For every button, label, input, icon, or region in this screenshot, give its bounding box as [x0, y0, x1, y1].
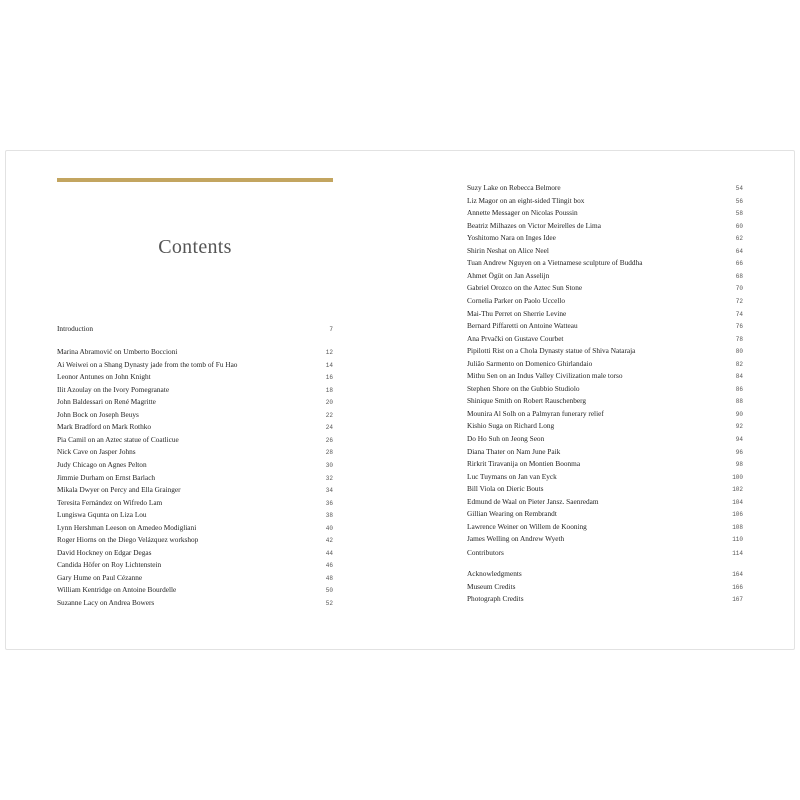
toc-entry-page: 56 — [735, 197, 743, 205]
toc-entry — [57, 521, 333, 534]
toc-entry-label: Photograph Credits — [467, 594, 524, 603]
toc-entry-page: 102 — [732, 486, 743, 494]
toc-entry-page: 72 — [735, 297, 743, 305]
toc-entry-label: Jimmie Durham on Ernst Barlach — [57, 472, 156, 482]
toc-entry-page: 96 — [735, 448, 743, 456]
toc-entry-page: 52 — [325, 600, 333, 607]
toc-entry-label: Pia Camil on an Aztec statue of Coatlicue — [57, 434, 179, 444]
toc-entry-label: John Bock on Joseph Beuys — [57, 409, 139, 419]
toc-entry — [467, 344, 743, 357]
toc-entry-label: Introduction — [57, 324, 94, 333]
toc-entry-label: Judy Chicago on Agnes Pelton — [57, 459, 147, 469]
toc-entry — [467, 357, 743, 370]
toc-entry-label: Gabriel Orozco on the Aztec Sun Stone — [467, 283, 583, 293]
toc-entry — [57, 420, 333, 433]
toc-entry — [467, 457, 743, 470]
toc-entry — [57, 345, 333, 358]
toc-entry-label: Teresita Fernández on Wifredo Lam — [57, 497, 163, 507]
toc-entry-label: Lynn Hershman Leeson on Amedeo Modigliani — [57, 522, 197, 532]
toc-entry-label: Edmund de Waal on Pieter Jansz. Saenredam — [467, 496, 599, 506]
toc-entry — [467, 580, 743, 593]
toc-entry-label: Tuan Andrew Nguyen on a Vietnamese sculpture of Buddha — [467, 258, 643, 268]
toc-entry-page: 60 — [735, 222, 743, 230]
toc-entry-page: 42 — [325, 537, 333, 545]
toc-entry-label: Stephen Shore on the Gubbio Studiolo — [467, 383, 580, 393]
toc-entry-page: 70 — [735, 285, 743, 293]
toc-entry — [467, 319, 743, 332]
toc-entry-label: Ana Prvački on Gustave Courbet — [467, 333, 564, 343]
toc-entry — [467, 419, 743, 432]
toc-entry-label: Liz Magor on an eight-sided Tlingit box — [467, 195, 585, 205]
toc-entry-label: Bill Viola on Dieric Bouts — [467, 484, 544, 494]
toc-entry-label: Mithu Sen on an Indus Valley Civilization male torso — [467, 371, 623, 381]
toc-entry — [467, 181, 743, 194]
toc-entry-page: 30 — [325, 461, 333, 469]
toc-entry-page: 22 — [325, 411, 333, 419]
toc-entry-label: Gillian Wearing on Rembrandt — [467, 509, 557, 519]
toc-entry — [467, 394, 743, 407]
toc-entry — [467, 194, 743, 207]
toc-entry-label: Marina Abramović on Umberto Boccioni — [57, 347, 178, 356]
toc-entry — [467, 495, 743, 508]
toc-entry — [57, 408, 333, 421]
toc-entry-page: 14 — [325, 361, 333, 369]
toc-entry — [467, 219, 743, 232]
toc-entry — [467, 532, 743, 545]
toc-entry — [467, 256, 743, 269]
toc-entry — [467, 332, 743, 345]
toc-entry-page: 104 — [732, 498, 743, 506]
toc-entry-label: Diana Thater on Nam June Paik — [467, 446, 561, 456]
toc-entry-label: Ahmet Ögüt on Jan Asselijn — [467, 270, 550, 280]
toc-entry-page: 86 — [735, 385, 743, 393]
toc-entry-page: 90 — [735, 410, 743, 418]
toc-entry — [57, 458, 333, 471]
toc-entry-page: 78 — [735, 335, 743, 343]
toc-entry — [57, 433, 333, 446]
toc-entry-label: Candida Höfer on Roy Lichtenstein — [57, 560, 162, 570]
toc-entry-page: 62 — [735, 235, 743, 243]
toc-entry-label: Rirkrit Tiravanija on Montien Boonma — [467, 459, 581, 469]
toc-entry-label: Museum Credits — [467, 581, 516, 591]
toc-entry-page: 64 — [735, 247, 743, 255]
toc-entry — [57, 383, 333, 396]
toc-entry-label: Shinique Smith on Robert Rauschenberg — [467, 396, 587, 406]
toc-entry — [57, 322, 333, 335]
toc-entry-label: Gary Hume on Paul Cézanne — [57, 572, 143, 582]
toc-entry-label: Nick Cave on Jasper Johns — [57, 447, 136, 457]
toc-entry-label: Mikala Dwyer on Percy and Ella Grainger — [57, 485, 181, 495]
toc-entry-page: 36 — [325, 499, 333, 507]
toc-entry — [57, 358, 333, 371]
toc-entry-page: 108 — [732, 523, 743, 531]
toc-entry-label: Kishio Suga on Richard Long — [467, 421, 555, 431]
toc-entry-label: Shirin Neshat on Alice Neel — [467, 245, 549, 255]
toc-entry — [467, 470, 743, 483]
toc-entry-label: Acknowledgments — [467, 569, 522, 578]
toc-entry — [467, 445, 743, 458]
toc-entry — [57, 483, 333, 496]
toc-entry — [57, 558, 333, 571]
toc-entry-label: Ilit Azoulay on the Ivory Pomegranate — [57, 384, 170, 394]
toc-entry — [467, 294, 743, 307]
toc-entry-label: Mounira Al Solh on a Palmyran funerary relief — [467, 408, 604, 418]
toc-entry-label: Ai Weiwei on a Shang Dynasty jade from the tomb of Fu Hao — [57, 359, 238, 369]
toc-entry-label: Mark Bradford on Mark Rothko — [57, 422, 152, 432]
toc-entry-page: 98 — [735, 461, 743, 469]
toc-entry-page: 76 — [735, 323, 743, 331]
toc-entry-page: 167 — [732, 596, 743, 603]
toc-entry — [467, 507, 743, 520]
toc-entry-page: 40 — [325, 524, 333, 532]
toc-entry-label: Mai-Thu Perret on Sherrie Levine — [467, 308, 567, 318]
toc-entry-page: 106 — [732, 511, 743, 519]
toc-entry — [57, 546, 333, 559]
toc-entry-label: Leonor Antunes on John Knight — [57, 372, 151, 382]
toc-entry — [467, 482, 743, 495]
toc-entry-page: 110 — [732, 536, 743, 544]
toc-entry-label: Do Ho Suh on Jeong Seon — [467, 434, 545, 443]
toc-entry-label: Beatriz Milhazes on Victor Meirelles de Lima — [467, 220, 601, 230]
toc-entry-page: 74 — [735, 310, 743, 318]
toc-entry-page: 50 — [325, 587, 333, 595]
toc-entry-page: 34 — [325, 487, 333, 495]
toc-entry-label: David Hockney on Edgar Degas — [57, 547, 152, 557]
toc-entry — [467, 206, 743, 219]
toc-entry-page: 114 — [732, 550, 743, 557]
toc-entry-page: 68 — [735, 272, 743, 280]
toc-entry — [467, 231, 743, 244]
gold-rule-divider — [57, 178, 333, 182]
toc-entry — [57, 533, 333, 546]
toc-entry-label: Yoshitomo Nara on Inges Idee — [467, 233, 556, 243]
toc-entry — [467, 592, 743, 605]
toc-entry-page: 18 — [325, 386, 333, 394]
toc-entry-label: Contributors — [467, 548, 504, 557]
toc-entry-label: Bernard Piffaretti on Antoine Watteau — [467, 321, 578, 331]
toc-entry — [467, 546, 743, 559]
toc-entry-page: 92 — [735, 423, 743, 431]
toc-entry-page: 26 — [325, 436, 333, 444]
toc-entry-page: 48 — [325, 574, 333, 582]
toc-entry-page: 166 — [732, 583, 743, 591]
toc-entry-page: 164 — [732, 571, 743, 578]
toc-entry — [467, 369, 743, 382]
toc-entry-page: 38 — [325, 512, 333, 520]
toc-entry-label: William Kentridge on Antoine Bourdelle — [57, 585, 177, 595]
toc-entry — [57, 596, 333, 609]
toc-entry — [57, 471, 333, 484]
toc-entry-page: 12 — [325, 349, 333, 356]
toc-entry-page: 28 — [325, 449, 333, 457]
toc-entry-label: Roger Hiorns on the Diego Velázquez workshop — [57, 535, 199, 545]
toc-entry-label: Lawrence Weiner on Willem de Kooning — [467, 521, 587, 531]
toc-entry — [467, 432, 743, 445]
toc-entry-label: Luc Tuymans on Jan van Eyck — [467, 471, 557, 481]
toc-entry — [467, 520, 743, 533]
toc-entry — [467, 407, 743, 420]
toc-entry-page: 32 — [325, 474, 333, 482]
toc-entry-label: Suzy Lake on Rebecca Belmore — [467, 183, 561, 192]
toc-entry-label: Annette Messager on Nicolas Poussin — [467, 208, 578, 218]
toc-entry — [467, 281, 743, 294]
toc-entry-page: 66 — [735, 260, 743, 268]
toc-entry-page: 80 — [735, 348, 743, 356]
toc-entry-page: 100 — [732, 473, 743, 481]
toc-entry — [57, 508, 333, 521]
toc-entry-page: 94 — [735, 436, 743, 443]
toc-entry-page: 46 — [325, 562, 333, 570]
toc-entry-page: 20 — [325, 399, 333, 407]
toc-entry-page: 84 — [735, 373, 743, 381]
toc-entry-page: 88 — [735, 398, 743, 406]
toc-entry-page: 58 — [735, 210, 743, 218]
toc-entry-label: Lungiswa Gqunta on Liza Lou — [57, 510, 147, 520]
toc-entry — [57, 571, 333, 584]
toc-entry-label: John Baldessari on René Magritte — [57, 397, 156, 407]
toc-entry-label: Suzanne Lacy on Andrea Bowers — [57, 598, 155, 607]
toc-entry — [57, 395, 333, 408]
toc-entry-label: Cornelia Parker on Paolo Uccello — [467, 295, 566, 305]
toc-entry-label: Pipilotti Rist on a Chola Dynasty statue of Shiva Nataraja — [467, 346, 636, 356]
toc-entry-page: 54 — [735, 185, 743, 192]
toc-entry — [467, 244, 743, 257]
contents-title: Contents — [158, 236, 232, 258]
toc-entry-page: 7 — [329, 326, 333, 333]
toc-entry — [57, 496, 333, 509]
toc-entry — [467, 567, 743, 580]
toc-entry — [57, 370, 333, 383]
toc-entry-page: 44 — [325, 549, 333, 557]
toc-entry-label: James Welling on Andrew Wyeth — [467, 534, 565, 544]
toc-entry — [467, 307, 743, 320]
toc-entry-page: 24 — [325, 424, 333, 432]
toc-entry — [467, 382, 743, 395]
toc-entry — [57, 583, 333, 596]
toc-entry-label: Julião Sarmento on Domenico Ghirlandaio — [467, 358, 593, 368]
toc-entry-page: 82 — [735, 360, 743, 368]
toc-entry-page: 16 — [325, 374, 333, 382]
toc-entry — [467, 269, 743, 282]
toc-entry — [57, 445, 333, 458]
